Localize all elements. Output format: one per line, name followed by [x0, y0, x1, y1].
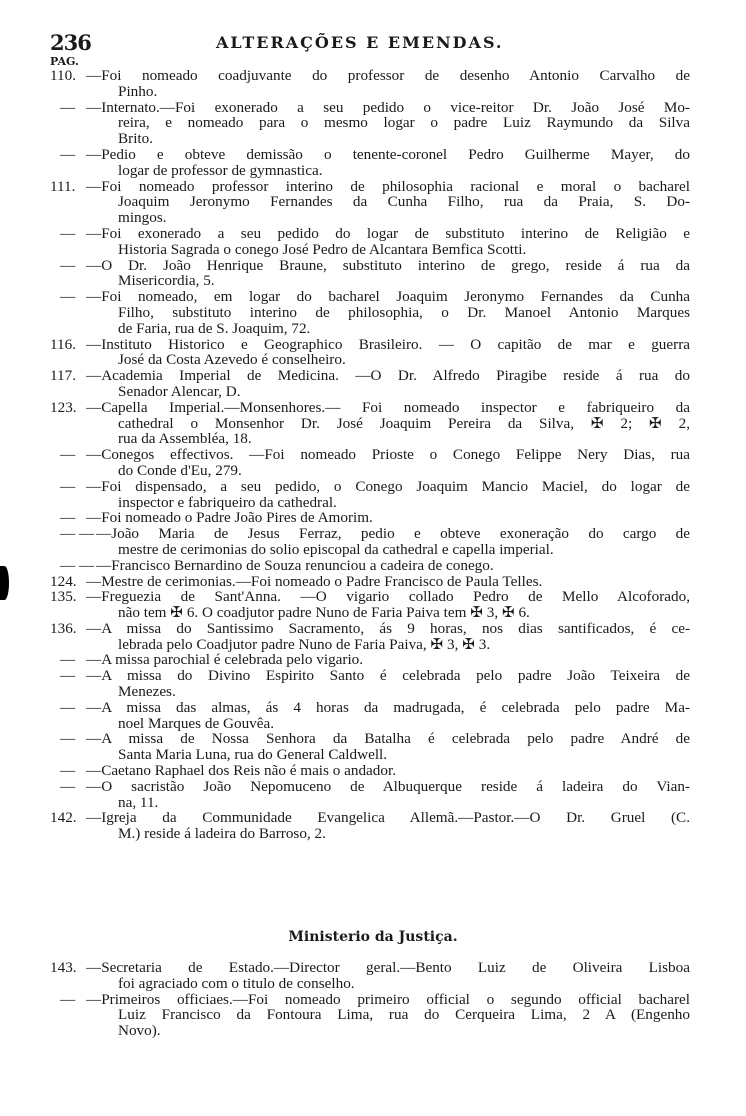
entry-label: 110.	[50, 67, 77, 84]
entry-label: 124.	[50, 572, 77, 590]
entry-label: —	[60, 477, 76, 495]
entry-label: 123.	[50, 398, 77, 416]
entry-text: Pinho.	[118, 83, 158, 100]
entry-line	[50, 731, 690, 747]
entry-label: —	[60, 446, 76, 464]
entry-text: Brito.	[118, 131, 154, 147]
entry-label: —	[60, 990, 76, 1008]
entry-label: —	[60, 651, 76, 669]
entry-text: —João Maria de Jesus Ferraz, pedio e obteve exoneração do cargo de	[96, 526, 690, 542]
entry-line	[50, 763, 690, 779]
entry-line	[50, 273, 690, 289]
entry-text: cathedral o Monsenhor Dr. José Joaquim Pereira da Silva, ✠ 2; ✠ 2,	[118, 415, 690, 432]
entry-label: 142.	[50, 809, 77, 827]
entry-line	[50, 479, 690, 495]
entry-line	[50, 495, 690, 511]
entry-label: 143.	[50, 959, 77, 976]
entry	[50, 258, 690, 290]
entry-text: logar de professor de gymnastica.	[118, 162, 323, 179]
entry-line	[50, 147, 690, 163]
entry-text: inspector e fabriqueiro da cathedral.	[118, 494, 337, 511]
entry	[50, 179, 690, 226]
entry-text: Menezes.	[118, 684, 176, 700]
entry	[50, 668, 690, 700]
entry-text: Luiz Francisco da Fontoura Lima, rua do Cerqueira Lima, 2 A (Engenho	[118, 1007, 690, 1024]
entry	[50, 574, 690, 590]
entry-line	[50, 621, 690, 637]
entry-line	[50, 510, 690, 526]
entry-text: Santa Maria Luna, rua do General Caldwell.	[118, 747, 388, 764]
entry-text: mestre de cerimonias do solio episcopal da cathedral e capella imperial.	[118, 541, 554, 558]
entry-text: M.) reside á ladeira do Barroso, 2.	[118, 826, 326, 843]
entry-label: —	[60, 730, 76, 748]
entry	[50, 992, 690, 1039]
entry-label: —	[60, 288, 76, 306]
entry-text: Misericordia, 5.	[118, 273, 215, 290]
entry	[50, 558, 690, 574]
entry	[50, 289, 690, 336]
entry-text: Joaquim Jeronymo Fernandes da Cunha Filho, rua da Praia, S. Do-	[118, 194, 690, 211]
entry-line	[50, 352, 690, 368]
entry-line	[50, 289, 690, 305]
entry-line	[50, 115, 690, 131]
entry-text: —Capella Imperial.—Monsenhores.— Foi nomeado inspector e fabriqueiro da	[86, 399, 690, 416]
entry-text: mingos.	[118, 210, 167, 226]
entry-line	[50, 258, 690, 274]
entry-label: —	[60, 145, 76, 163]
entries-list-justica	[50, 960, 690, 1039]
entry-text: Senador Alencar, D.	[118, 383, 241, 400]
entry	[50, 526, 690, 558]
entry-line	[50, 992, 690, 1008]
entry-line	[50, 747, 690, 763]
entry-text: lebrada pelo Coadjutor padre Nuno de Faria Paiva, ✠ 3, ✠ 3.	[118, 636, 491, 653]
entry-text: —Francisco Bernardino de Souza renunciou a cadeira de conego.	[96, 557, 494, 574]
entry-line	[50, 652, 690, 668]
entry-text: Filho, substituto interino de philosophia, o Dr. Manoel Antonio Marques	[118, 304, 690, 321]
entry-label: —	[60, 509, 76, 527]
entry-line	[50, 605, 690, 621]
entry-line	[50, 131, 690, 147]
entry-text: Historia Sagrada o conego José Pedro de Alcantara Bemfica Scotti.	[118, 241, 527, 258]
entry-line	[50, 795, 690, 811]
entry-text: —Foi exonerado a seu pedido do logar de substituto interino de Religião e	[86, 225, 690, 242]
entry-label: —	[60, 667, 76, 685]
entry-text: —A missa das almas, ás 4 horas da madrugada, é celebrada pelo padre Ma-	[86, 699, 690, 716]
entry-line	[50, 826, 690, 842]
entry-label: 135.	[50, 588, 77, 606]
entry-line	[50, 526, 690, 542]
entries-list	[50, 68, 690, 842]
entry	[50, 447, 690, 479]
entry-line	[50, 431, 690, 447]
entry-text: —Internato.—Foi exonerado a seu pedido o vice-reitor Dr. João José Mo-	[86, 99, 690, 116]
entry	[50, 68, 690, 100]
entry-text: foi agraciado com o titulo de conselho.	[118, 975, 355, 992]
scan-blot	[0, 566, 9, 600]
entry-text: reira, e nomeado para o mesmo logar o padre Luiz Raymundo da Silva	[118, 115, 690, 132]
entry	[50, 700, 690, 732]
entry-text: José da Costa Azevedo é conselheiro.	[118, 352, 346, 369]
entry-text: —Pedio e obteve demissão o tenente-coronel Pedro Guilherme Mayer, do	[86, 146, 690, 163]
entry-label: 136.	[50, 619, 77, 637]
entry	[50, 510, 690, 526]
entry-line	[50, 542, 690, 558]
entry-label: 116.	[50, 335, 77, 353]
entry-text: —Foi nomeado, em logar do bacharel Joaquim Jeronymo Fernandes da Cunha	[86, 289, 690, 305]
page-number: 236	[50, 30, 91, 55]
entry	[50, 337, 690, 369]
section-heading: Ministerio da Justiça.	[288, 929, 458, 945]
entry-text: —A missa do Divino Espirito Santo é celebrada pelo padre João Teixeira de	[86, 668, 690, 685]
entry-line	[50, 384, 690, 400]
entry-text: —Mestre de cerimonias.—Foi nomeado o Padre Francisco de Paula Telles.	[86, 573, 543, 590]
entry	[50, 621, 690, 653]
entry-label: — —	[60, 525, 95, 543]
entry-text: —Foi nomeado o Padre João Pires de Amorim.	[86, 510, 373, 527]
running-title: ALTERAÇÕES E EMENDAS.	[216, 33, 504, 52]
entry-text: Novo).	[118, 1023, 161, 1039]
entry-line	[50, 242, 690, 258]
entry-line	[50, 1007, 690, 1023]
entry-label: — —	[60, 556, 95, 574]
entry-line	[50, 1023, 690, 1039]
entry	[50, 100, 690, 147]
entry-text: —O Dr. João Henrique Braune, substituto interino de grego, reside á rua da	[86, 257, 690, 274]
entry-line	[50, 447, 690, 463]
entry-line	[50, 668, 690, 684]
entry-line	[50, 210, 690, 226]
entry-text: —A missa do Santissimo Sacramento, ás 9 horas, nos dias santificados, é ce-	[86, 620, 690, 637]
entry-line	[50, 976, 690, 992]
entry	[50, 400, 690, 447]
entry-text: —Academia Imperial de Medicina. —O Dr. Alfredo Piragibe reside á rua do	[86, 368, 690, 384]
entry-line	[50, 179, 690, 195]
entry-line	[50, 368, 690, 384]
entry-line	[50, 716, 690, 732]
entry	[50, 731, 690, 763]
entry-label: —	[60, 224, 76, 242]
entry-text: rua da Assembléa, 18.	[118, 431, 252, 448]
entry	[50, 763, 690, 779]
entry	[50, 368, 690, 400]
entry-label: 117.	[50, 367, 77, 385]
entry-text: noel Marques de Gouvêa.	[118, 715, 275, 732]
entry-text: —Foi nomeado coadjuvante do professor de desenho Antonio Carvalho de	[86, 68, 690, 84]
entry-text: —Foi nomeado professor interino de philosophia racional e moral o bacharel	[86, 178, 690, 195]
entry-line	[50, 416, 690, 432]
entry-line	[50, 321, 690, 337]
entry-text: —Freguezia de Sant'Anna. —O vigario collado Pedro de Mello Alcoforado,	[86, 589, 690, 606]
entry-label: —	[60, 256, 76, 274]
entry-line	[50, 558, 690, 574]
entry	[50, 960, 690, 992]
entry-line	[50, 779, 690, 795]
entry-line	[50, 810, 690, 826]
entry-text: na, 11.	[118, 794, 159, 811]
entry	[50, 226, 690, 258]
entry-line	[50, 305, 690, 321]
entry-line	[50, 637, 690, 653]
entry-line	[50, 194, 690, 210]
entry-text: —Conegos effectivos. —Foi nomeado Prioste o Conego Felippe Nery Dias, rua	[86, 447, 690, 463]
entry-text: —A missa de Nossa Senhora da Batalha é celebrada pelo padre André de	[86, 731, 690, 748]
entry-text: —Caetano Raphael dos Reis não é mais o andador.	[86, 763, 397, 779]
entry-text: —Instituto Historico e Geographico Brasileiro. — O capitão de mar e guerra	[86, 336, 690, 353]
entry-label: —	[60, 777, 76, 795]
entry-line	[50, 574, 690, 590]
entry	[50, 652, 690, 668]
entry-text: não tem ✠ 6. O coadjutor padre Nuno de Faria Paiva tem ✠ 3, ✠ 6.	[118, 605, 530, 621]
entry-line	[50, 960, 690, 976]
entry	[50, 810, 690, 842]
entry-line	[50, 700, 690, 716]
entry-text: de Faria, rua de S. Joaquim, 72.	[118, 320, 311, 337]
entry-line	[50, 400, 690, 416]
entry-line	[50, 684, 690, 700]
entry-label: —	[60, 698, 76, 716]
entry-text: —Primeiros officiaes.—Foi nomeado primeiro official o segundo official bacharel	[86, 991, 690, 1008]
entry	[50, 779, 690, 811]
entry-label: —	[60, 762, 76, 780]
entry-line	[50, 100, 690, 116]
entry-line	[50, 84, 690, 100]
entry	[50, 147, 690, 179]
entry-text: —Foi dispensado, a seu pedido, o Conego Joaquim Mancio Maciel, do logar de	[86, 478, 690, 495]
entry-line	[50, 337, 690, 353]
entry-line	[50, 163, 690, 179]
entry	[50, 589, 690, 621]
pag-label: PAG.	[50, 55, 79, 68]
entry-line	[50, 68, 690, 84]
entry-text: do Conde d'Eu, 279.	[118, 462, 242, 479]
entry-line	[50, 463, 690, 479]
entry-text: —A missa parochial é celebrada pelo vigario.	[86, 652, 364, 669]
entry-text: —Secretaria de Estado.—Director geral.—Bento Luiz de Oliveira Lisboa	[86, 960, 690, 976]
entry-text: —O sacristão João Nepomuceno de Albuquerque reside á ladeira do Vian-	[86, 778, 690, 795]
entry-label: —	[60, 98, 76, 116]
entry	[50, 479, 690, 511]
entry-line	[50, 589, 690, 605]
entry-line	[50, 226, 690, 242]
entry-label: 111.	[50, 177, 76, 195]
entry-text: —Igreja da Communidade Evangelica Allemã.—Pastor.—O Dr. Gruel (C.	[86, 810, 690, 827]
